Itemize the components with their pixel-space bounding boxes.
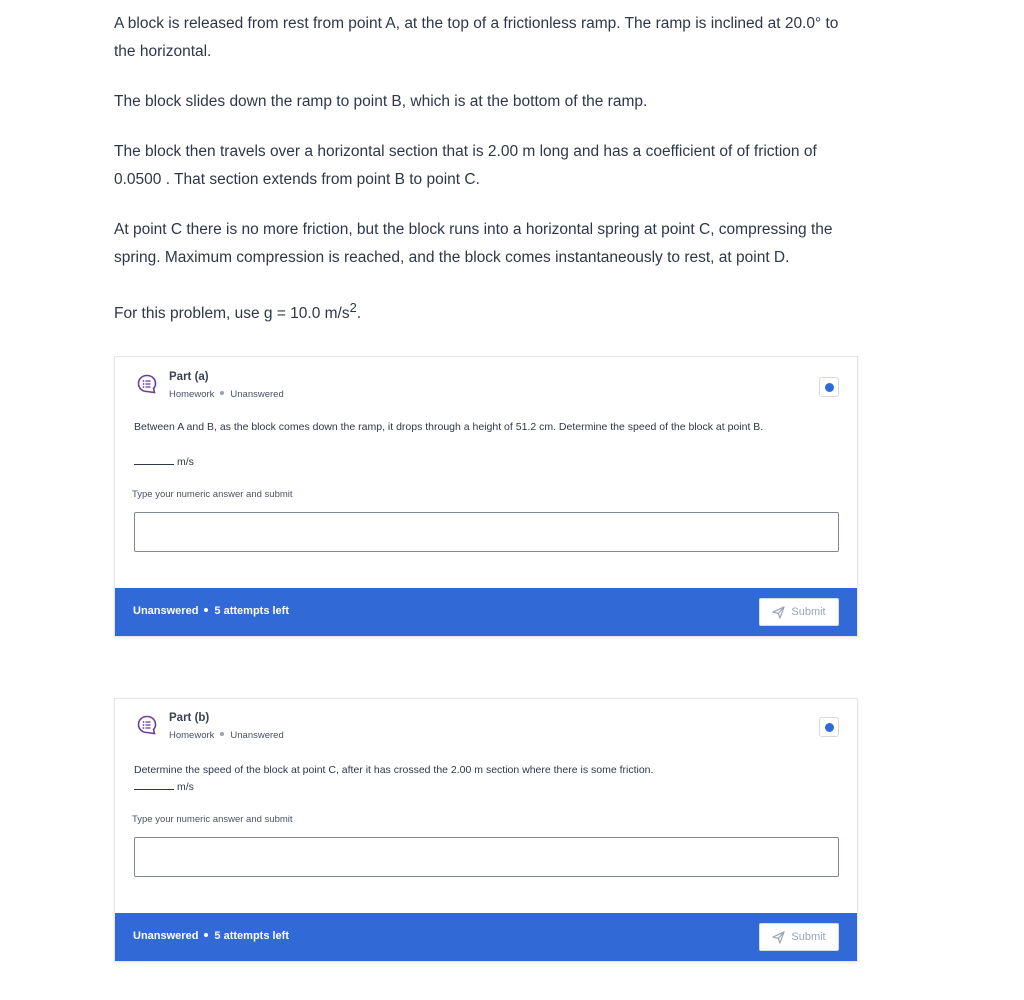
separator-dot	[204, 608, 208, 612]
part-meta	[169, 730, 284, 741]
footer-status	[133, 930, 289, 942]
part-b-card	[114, 698, 858, 962]
attempts-left: 5 attempts left	[214, 605, 289, 617]
part-category: Homework	[169, 389, 215, 400]
question-list-icon	[137, 715, 157, 735]
intro-paragraph-3: The block then travels over a horizontal section that is 2.00 m long and has a coefficient of of friction of 0.0500 . That section extends from point B to point C.	[114, 143, 817, 188]
part-status: Unanswered	[230, 730, 284, 741]
part-a-card	[114, 356, 858, 637]
info-icon	[825, 723, 834, 732]
separator-dot	[220, 732, 224, 736]
part-meta	[169, 389, 284, 400]
submit-button[interactable]	[759, 598, 839, 626]
answer-blank	[134, 780, 174, 790]
instruction-text: Type your numeric answer and submit	[132, 814, 293, 825]
separator-dot	[220, 391, 224, 395]
part-category: Homework	[169, 730, 215, 741]
part-status: Unanswered	[230, 389, 284, 400]
attempts-left: 5 attempts left	[214, 930, 289, 942]
info-button[interactable]	[819, 377, 839, 397]
answer-blank	[134, 455, 174, 465]
intro-paragraph-1: A block is released from rest from point A, at the top of a frictionless ramp. The ramp is inclined at 20.0° to the horizontal.	[114, 15, 839, 60]
part-title: Part (b)	[169, 712, 210, 724]
footer-status-label: Unanswered	[133, 605, 199, 617]
answer-unit-line	[134, 780, 194, 793]
info-icon	[825, 383, 834, 392]
question-list-icon	[137, 374, 157, 394]
gravity-exponent: 2	[349, 300, 357, 315]
part-footer	[115, 913, 857, 961]
answer-unit: m/s	[177, 781, 194, 793]
submit-label: Submit	[791, 931, 826, 943]
separator-dot	[204, 933, 208, 937]
question-text: Between A and B, as the block comes down the ramp, it drops through a height of 51.2 cm. Determine the speed of the block at point B.	[134, 421, 764, 433]
submit-button[interactable]	[759, 923, 839, 951]
footer-status	[133, 605, 289, 617]
intro-paragraph-5	[114, 294, 854, 328]
footer-status-label: Unanswered	[133, 930, 199, 942]
info-button[interactable]	[819, 717, 839, 737]
gravity-suffix: .	[356, 305, 362, 323]
answer-unit: m/s	[177, 456, 194, 468]
part-footer	[115, 588, 857, 636]
send-icon	[772, 931, 785, 944]
submit-label: Submit	[791, 606, 826, 618]
problem-statement	[114, 10, 854, 350]
gravity-text: For this problem, use g = 10.0 m/s	[114, 305, 350, 323]
intro-paragraph-4: At point C there is no more friction, but the block runs into a horizontal spring at point C, compressing the spring. Maximum compression is reached, and the block comes instantaneously to rest, at point D.	[114, 221, 833, 266]
instruction-text: Type your numeric answer and submit	[132, 489, 293, 500]
answer-input[interactable]	[134, 512, 839, 552]
send-icon	[772, 606, 785, 619]
answer-unit-line	[134, 455, 194, 468]
part-title: Part (a)	[169, 371, 209, 383]
answer-input[interactable]	[134, 837, 839, 877]
question-text: Determine the speed of the block at point C, after it has crossed the 2.00 m section where there is some friction.	[134, 764, 654, 776]
intro-paragraph-2: The block slides down the ramp to point B, which is at the bottom of the ramp.	[114, 93, 648, 110]
